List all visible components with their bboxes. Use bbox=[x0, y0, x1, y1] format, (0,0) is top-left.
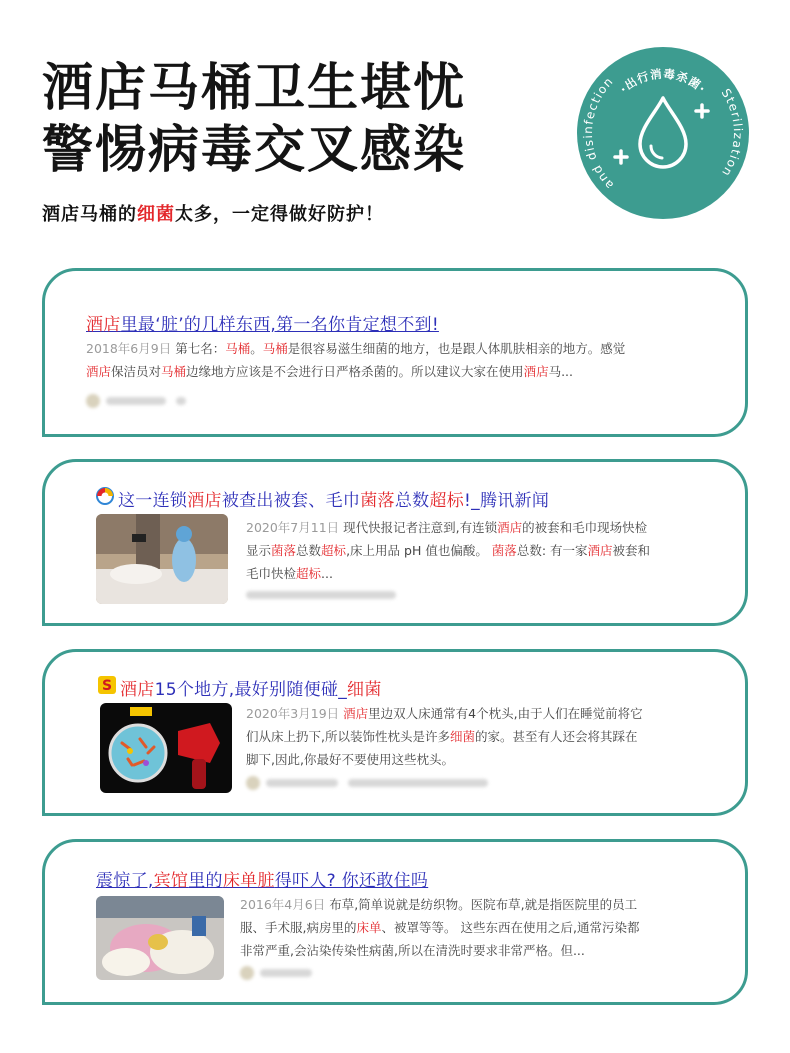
result-snippet-2 bbox=[246, 516, 650, 585]
snippet-highlight: 酒店 bbox=[343, 706, 369, 721]
title-highlight: 宾馆 bbox=[153, 871, 189, 891]
title-highlight: 酒店 bbox=[187, 491, 222, 511]
result-title-link-3[interactable] bbox=[120, 675, 382, 700]
snippet-highlight: 马桶 bbox=[262, 341, 288, 356]
blurred-source-1 bbox=[86, 394, 196, 408]
title-highlight: 酒店 bbox=[120, 680, 155, 700]
snippet-highlight: 细菌 bbox=[449, 729, 475, 744]
snippet-text: 脚下,因此,你最好不要使用这些枕头。 bbox=[246, 752, 454, 767]
snippet-highlight: 酒店 bbox=[86, 364, 112, 379]
result-date: 2020年3月19日 bbox=[246, 706, 340, 721]
title-highlight: 床单 bbox=[222, 871, 258, 891]
snippet-highlight: 马桶 bbox=[161, 364, 187, 379]
sterilization-badge bbox=[576, 46, 750, 220]
title-text: 得吓人? 你还敢住吗 bbox=[274, 871, 429, 891]
title-highlight: 菌落 bbox=[360, 491, 395, 511]
snippet-text: 非常严重,会沾染传染性病菌,所以在清洗时要求非常严格。但... bbox=[240, 943, 585, 958]
snippet-highlight: 菌落 bbox=[491, 543, 517, 558]
snippet-text: 毛巾快检 bbox=[246, 566, 297, 581]
snippet-text: 布草,简单说就是纺织物。医院布草,就是指医院里的员工 bbox=[325, 897, 638, 912]
snippet-text: 是很容易滋生细菌的地方，也是跟人体肌肤相亲的地方。感觉 bbox=[287, 341, 626, 356]
subtitle-highlight: 细菌 bbox=[137, 204, 175, 225]
result-date: 2018年6月9日 bbox=[86, 341, 172, 356]
hotel-inspection-thumbnail bbox=[96, 514, 228, 604]
snippet-text: 、被罩等等。 这些东西在使用之后,通常污染都 bbox=[381, 920, 640, 935]
title-text: !_腾讯新闻 bbox=[464, 491, 550, 511]
snippet-highlight: 超标 bbox=[296, 566, 322, 581]
result-snippet-3 bbox=[246, 702, 643, 771]
result-snippet-4 bbox=[240, 893, 639, 962]
title-text: 里最‘脏’的几样东西,第一名你肯定想不到! bbox=[120, 315, 439, 335]
germs-hairdryer-thumbnail bbox=[100, 703, 232, 793]
snippet-text: ... bbox=[321, 566, 333, 581]
result-date: 2020年7月11日 bbox=[246, 520, 340, 535]
subtitle-text: 酒店马桶的 bbox=[42, 204, 137, 225]
qq-browser-icon bbox=[96, 487, 114, 505]
title-text: 被查出被套、毛巾 bbox=[221, 491, 361, 511]
result-date: 2016年4月6日 bbox=[240, 897, 326, 912]
snippet-text: 第七名： bbox=[171, 341, 226, 356]
blurred-source-4 bbox=[240, 966, 320, 980]
result-snippet-1 bbox=[86, 337, 625, 383]
title-text: 总数 bbox=[394, 491, 430, 511]
result-title-link-2[interactable] bbox=[118, 486, 549, 511]
snippet-text: 们从床上扔下,所以装饰性枕头是许多 bbox=[246, 729, 450, 744]
snippet-text: 总数: 有一家 bbox=[516, 543, 588, 558]
snippet-text: 马... bbox=[548, 364, 573, 379]
snippet-text: 保洁员对 bbox=[111, 364, 162, 379]
subtitle bbox=[42, 200, 384, 226]
snippet-text: 总数 bbox=[296, 543, 322, 558]
snippet-text: 被套和 bbox=[612, 543, 651, 558]
headline-line-2: 警惕病毒交叉感染 bbox=[42, 121, 467, 180]
title-highlight: 超标 bbox=[429, 491, 465, 511]
snippet-highlight: 酒店 bbox=[587, 543, 613, 558]
snippet-highlight: 酒店 bbox=[523, 364, 549, 379]
snippet-text: 里边双人床通常有4个枕头,由于人们在睡觉前将它 bbox=[368, 706, 643, 721]
snippet-highlight: 床单 bbox=[356, 920, 382, 935]
subtitle-text-end: 太多，一定得做好防护！ bbox=[175, 204, 384, 225]
badge-left-text: and disinfection bbox=[580, 73, 617, 193]
snippet-text: ,床上用品 pH 值也偏酸。 bbox=[346, 543, 492, 558]
snippet-text: 边缘地方应该是不会进行日严格杀菌的。所以建议大家在使用 bbox=[186, 364, 524, 379]
snippet-highlight: 菌落 bbox=[271, 543, 297, 558]
title-text: 里的 bbox=[188, 871, 223, 891]
snippet-highlight: 超标 bbox=[321, 543, 347, 558]
title-highlight: 脏 bbox=[257, 871, 275, 891]
result-title-link-1[interactable] bbox=[86, 310, 439, 335]
snippet-text: 现代快报记者注意到,有连锁 bbox=[339, 520, 498, 535]
snippet-highlight: 马桶 bbox=[225, 341, 251, 356]
title-highlight: 细菌 bbox=[347, 680, 382, 700]
blurred-source-3 bbox=[246, 776, 506, 790]
snippet-highlight: 酒店 bbox=[497, 520, 523, 535]
title-highlight: 酒店 bbox=[86, 315, 121, 335]
snippet-text: 显示 bbox=[246, 543, 272, 558]
badge-right-text: Sterilization bbox=[718, 86, 746, 180]
result-title-link-4[interactable] bbox=[96, 866, 428, 891]
badge-top-text: ·出行消毒杀菌· bbox=[616, 66, 710, 97]
svg-text:S: S bbox=[101, 678, 113, 694]
title-text: 这一连锁 bbox=[118, 491, 188, 511]
headline bbox=[42, 58, 466, 182]
laundry-linen-thumbnail bbox=[96, 896, 224, 980]
blurred-source-2 bbox=[246, 588, 406, 602]
title-text: 震惊了, bbox=[96, 871, 154, 891]
sogou-icon bbox=[98, 676, 116, 694]
headline-line-1: 酒店马桶卫生堪忧 bbox=[42, 59, 467, 118]
snippet-text: 的被套和毛巾现场快检 bbox=[522, 520, 648, 535]
snippet-text: 。 bbox=[250, 341, 263, 356]
snippet-text: 的家。甚至有人还会将其踩在 bbox=[475, 729, 638, 744]
snippet-text: 服、手术服,病房里的 bbox=[240, 920, 357, 935]
title-text: 15个地方,最好别随便碰_ bbox=[154, 680, 348, 700]
